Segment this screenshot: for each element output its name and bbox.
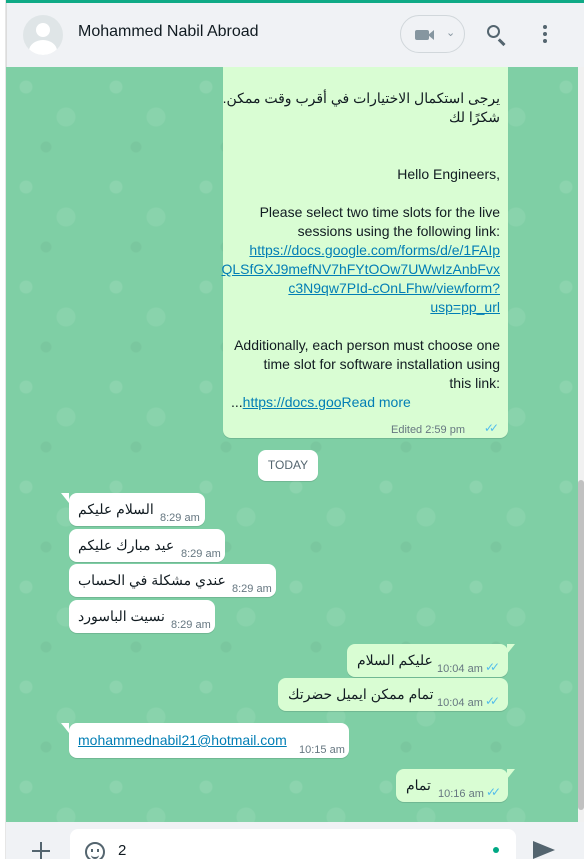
message-text: تمام bbox=[406, 777, 431, 793]
message-bubble-outgoing bbox=[396, 769, 508, 802]
video-call-button[interactable] bbox=[400, 15, 465, 53]
chat-message-area[interactable] bbox=[6, 67, 578, 822]
message-input[interactable] bbox=[70, 829, 516, 859]
emoji-icon[interactable] bbox=[85, 842, 105, 859]
search-button[interactable] bbox=[484, 22, 510, 48]
bubble-tail bbox=[61, 493, 69, 503]
message-time: 8:29 am bbox=[232, 583, 272, 595]
message-time: 2:59 pm bbox=[425, 424, 465, 436]
message-text: تمام ممكن ايميل حضرتك bbox=[288, 686, 434, 702]
message-link[interactable]: https://docs.google.com/forms/d/e/1FAIp bbox=[249, 242, 500, 258]
message-text: شكرًا لك bbox=[448, 109, 500, 125]
search-icon bbox=[487, 25, 500, 38]
bubble-tail bbox=[61, 723, 69, 733]
message-composer bbox=[6, 822, 584, 859]
message-time: 10:15 am bbox=[299, 744, 345, 756]
chevron-down-icon: ⌄ bbox=[446, 27, 456, 39]
message-text: عليكم السلام bbox=[357, 652, 433, 668]
message-text: sessions using the following link: bbox=[297, 223, 500, 239]
message-bubble-incoming bbox=[69, 600, 215, 633]
chat-header bbox=[6, 3, 584, 67]
menu-icon[interactable] bbox=[541, 25, 549, 45]
message-text: عندي مشكلة في الحساب bbox=[78, 572, 226, 588]
ellipsis: ... bbox=[231, 394, 243, 410]
double-check-icon: ✓✓ bbox=[483, 421, 494, 435]
message-time: 8:29 am bbox=[171, 619, 211, 631]
message-text: نسيت الباسورد bbox=[78, 608, 165, 624]
search-icon-handle bbox=[498, 38, 505, 45]
message-bubble-outgoing bbox=[223, 67, 508, 438]
edited-label: Edited bbox=[390, 424, 423, 436]
video-call-lens bbox=[428, 30, 434, 40]
message-bubble-outgoing bbox=[347, 644, 508, 677]
message-time: 10:04 am bbox=[437, 663, 483, 675]
scrollbar-thumb[interactable] bbox=[578, 480, 584, 810]
message-input-value[interactable]: 2 bbox=[118, 842, 127, 859]
message-text: Additionally, each person must choose one bbox=[234, 337, 500, 353]
message-link[interactable]: c3N9qw7PId-cOnLFhw/viewform? bbox=[288, 280, 500, 296]
send-icon[interactable] bbox=[533, 841, 555, 859]
status-dot bbox=[493, 847, 499, 853]
double-check-icon: ✓✓ bbox=[486, 785, 497, 799]
message-bubble-incoming bbox=[69, 493, 205, 526]
message-bubble-incoming bbox=[69, 723, 349, 758]
bubble-tail bbox=[507, 644, 515, 654]
message-time: 8:29 am bbox=[181, 548, 221, 560]
message-link[interactable]: QLSfGXJ9mefNV7hFYtOOw7UWwIzAnbFvx bbox=[221, 261, 500, 277]
message-text: السلام عليكم bbox=[78, 501, 154, 517]
bubble-tail bbox=[507, 769, 515, 779]
message-text: Hello Engineers, bbox=[397, 166, 500, 182]
message-text: this link: bbox=[449, 375, 500, 391]
video-call-icon bbox=[415, 30, 429, 40]
plus-icon[interactable] bbox=[32, 842, 50, 859]
read-more-button[interactable]: Read more bbox=[341, 394, 411, 410]
message-bubble-incoming bbox=[69, 529, 225, 562]
message-meta bbox=[391, 421, 465, 440]
message-time: 10:04 am bbox=[437, 697, 483, 709]
message-text: time slot for software installation using bbox=[263, 356, 500, 372]
message-text: عيد مبارك عليكم bbox=[78, 537, 175, 553]
message-link-line bbox=[231, 393, 411, 412]
message-time: 10:16 am bbox=[438, 788, 484, 800]
avatar-icon[interactable] bbox=[23, 15, 63, 55]
message-link[interactable]: usp=pp_url bbox=[430, 299, 500, 315]
message-text: Please select two time slots for the live bbox=[259, 204, 500, 220]
contact-name[interactable]: Mohammed Nabil Abroad bbox=[78, 23, 259, 40]
message-text: يرجى استكمال الاختيارات في أقرب وقت ممكن. bbox=[222, 90, 500, 106]
double-check-icon: ✓✓ bbox=[485, 660, 496, 674]
message-bubble-incoming bbox=[69, 564, 276, 597]
double-check-icon: ✓✓ bbox=[485, 694, 496, 708]
date-chip: TODAY bbox=[258, 450, 318, 481]
message-time: 8:29 am bbox=[160, 512, 200, 524]
message-link[interactable]: https://docs.goo bbox=[242, 394, 342, 410]
message-bubble-outgoing bbox=[278, 678, 508, 711]
email-link[interactable]: mohammednabil21@hotmail.com bbox=[78, 732, 287, 748]
